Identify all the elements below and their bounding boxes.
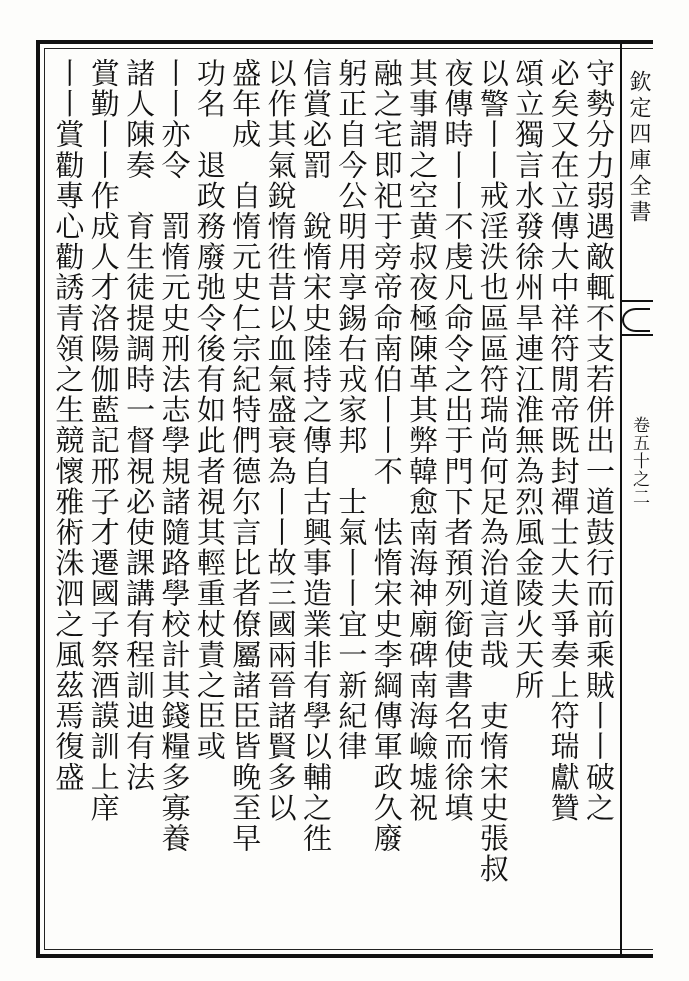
text-column-8: 躬正自今公明用享錫右戎家邦 士氣丨丨宜一新紀律 — [334, 58, 369, 762]
text-body — [50, 58, 616, 948]
text-column-4: 以警丨丨戒淫泆也區區符瑞尚何足為治道言哉 吏惰宋史張叔 — [475, 58, 510, 885]
text-column-11: 盛年成 自惰元史仁宗紀特們德尔言比者僚屬諸臣皆晚至早 — [228, 58, 263, 854]
text-column-16: 丨丨賞勸專心勸誘青領之生競懷雅術洙泗之風茲焉復盛 — [51, 58, 86, 793]
text-column-10: 以作其氣銳惰徃昔以血氣盛衰為丨丨故三國兩晉諸賢多以 — [263, 58, 298, 823]
text-column-9: 信賞必罰 銳惰宋史陸持之傳自古興事造業非有學以輔之徃 — [299, 58, 333, 854]
text-column-5: 夜傳時丨丨不虔凡命令之出于門下者預列銜使書名而徐填 — [440, 58, 475, 823]
spine-title: 欽定四庫全書 — [626, 70, 651, 226]
fish-tail-mark-icon — [620, 300, 653, 336]
text-column-3: 頌立獨言水發徐州旱連江淮無為烈風金陵火天所 — [511, 58, 546, 701]
text-column-12: 功名 退政務廢弛令後有如此者視其輕重杖責之臣或 — [192, 58, 227, 762]
text-column-14: 諸人陳奏 育生徒提調時一督視必使課講有程訓迪有法 — [122, 58, 157, 793]
text-column-1: 守勢分力弱遇敵輒不支若併出一道鼓行而前乘賊丨丨破之 — [582, 58, 616, 823]
text-column-6: 其事謂之空黄叔夜極陳革其弊韓愈南海神廟碑南海嶮墟祝 — [405, 58, 440, 823]
text-column-2: 必矣又在立傳大中祥符閒帝既封禪士大夫爭奏上符瑞獻贊 — [546, 58, 581, 823]
text-column-13: 丨丨亦令 罰惰元史刑法志學規諸隨路學校計其錢糧多寡養 — [157, 58, 192, 854]
spine-volume: 卷五十之二 — [629, 416, 649, 506]
text-column-7: 融之宅即祀于旁帝命南伯丨丨不 怯惰宋史李綱傳軍政久廢 — [369, 58, 404, 854]
text-column-15: 賞勤丨丨作成人才洛陽伽藍記邢子才遷國子祭酒謨訓上庠 — [86, 58, 121, 823]
